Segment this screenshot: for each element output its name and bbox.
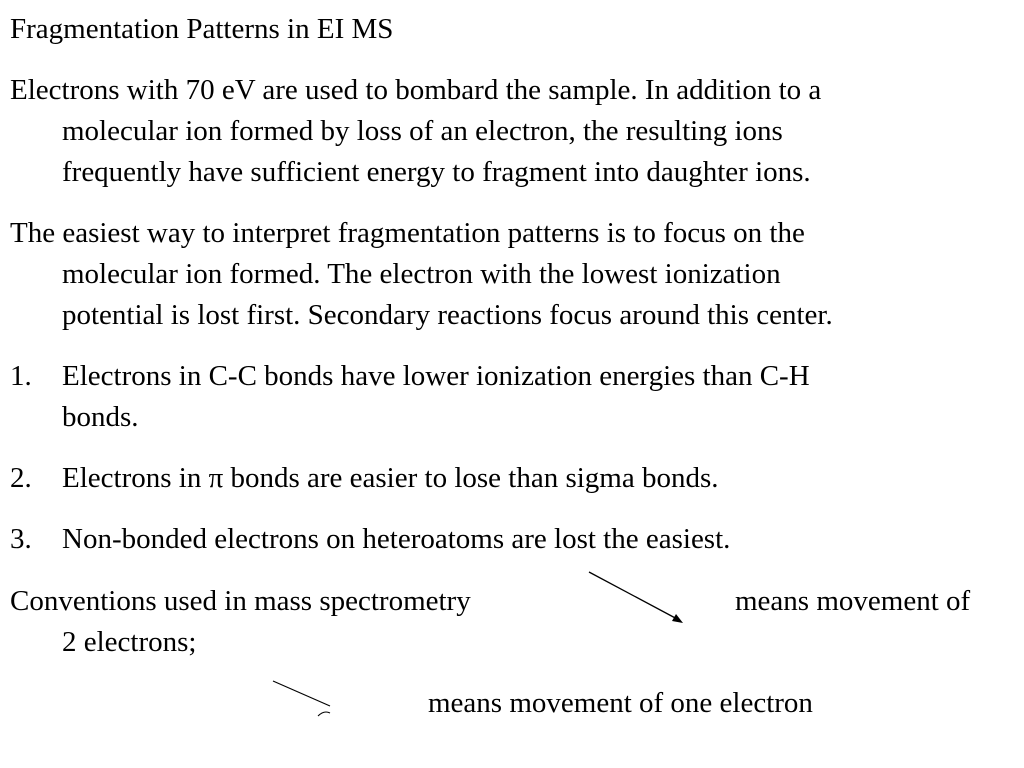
paragraph-2-line-1: The easiest way to interpret fragmentation patterns is to focus on the: [10, 217, 805, 249]
two-electron-meaning: means movement of: [735, 585, 971, 617]
full-arrow-icon: [585, 568, 695, 628]
list-item-3-line-1: Non-bonded electrons on heteroatoms are lost the easiest.: [62, 523, 731, 555]
fishhook-arrow-icon: [270, 676, 340, 720]
list-item-3-number: 3.: [10, 523, 32, 555]
paragraph-2-line-3: potential is lost first. Secondary reactions focus around this center.: [62, 299, 833, 331]
paragraph-1-line-1: Electrons with 70 eV are used to bombard the sample. In addition to a: [10, 74, 822, 106]
paragraph-1-line-3: frequently have sufficient energy to fragment into daughter ions.: [62, 156, 811, 188]
list-item-2-line-1: Electrons in π bonds are easier to lose than sigma bonds.: [62, 462, 719, 494]
paragraph-2-line-2: molecular ion formed. The electron with the lowest ionization: [62, 258, 781, 290]
list-item-1-line-2: bonds.: [62, 401, 139, 433]
list-item-1-number: 1.: [10, 360, 32, 392]
list-item-2-number: 2.: [10, 462, 32, 494]
two-electron-continuation: 2 electrons;: [62, 626, 197, 658]
conventions-lead: Conventions used in mass spectrometry: [10, 585, 471, 617]
paragraph-1-line-2: molecular ion formed by loss of an electron, the resulting ions: [62, 115, 783, 147]
one-electron-meaning: means movement of one electron: [428, 687, 813, 719]
slide-title: Fragmentation Patterns in EI MS: [10, 13, 394, 45]
list-item-1-line-1: Electrons in C-C bonds have lower ionization energies than C-H: [62, 360, 810, 392]
